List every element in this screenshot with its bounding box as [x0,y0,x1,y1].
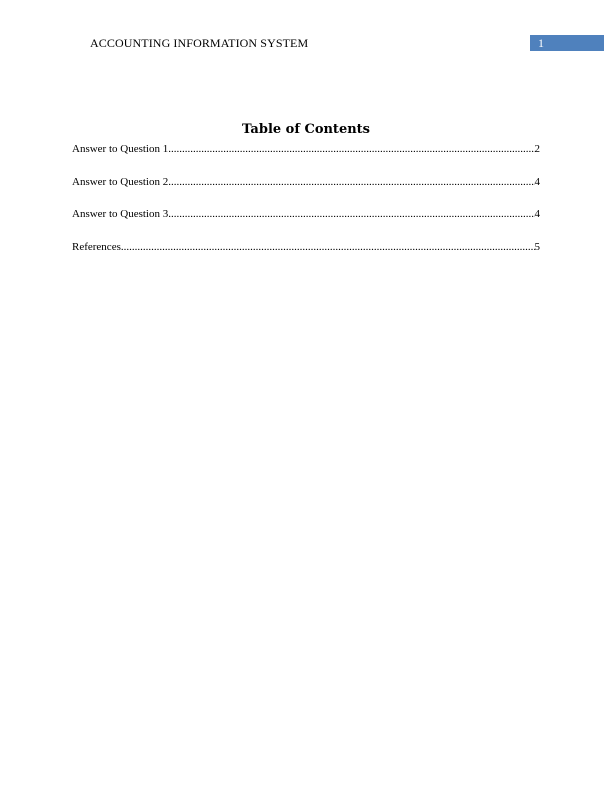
toc-entry-references[interactable] [72,240,540,254]
toc-entry-page: 2 [534,143,540,155]
toc-dot-leader [168,207,534,221]
toc-dot-leader [168,142,534,156]
toc-entry-label: References [72,240,121,253]
toc-entry-label: Answer to Question 2 [72,175,169,188]
toc-entry-question-3[interactable] [72,207,540,221]
page-number-badge [530,35,604,51]
toc-entry-question-2[interactable] [72,175,540,189]
toc-dot-leader [121,240,535,254]
toc-entry-page: 4 [534,208,540,220]
toc-dot-leader [168,175,534,189]
table-of-contents [72,142,540,272]
toc-entry-label: Answer to Question 1 [72,143,169,155]
header-title: ACCOUNTING INFORMATION SYSTEM [90,36,309,50]
toc-entry-page: 4 [534,175,540,188]
page-number: 1 [538,36,544,50]
toc-entry-page: 5 [534,240,540,253]
toc-entry-question-1[interactable] [72,142,540,156]
toc-entry-label: Answer to Question 3 [72,208,169,220]
toc-heading: Table of Contents [242,122,370,137]
